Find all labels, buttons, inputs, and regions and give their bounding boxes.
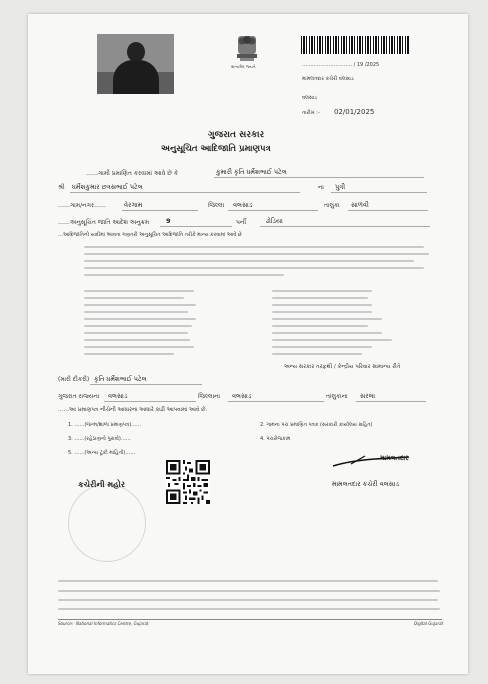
residence-state-label: ગુજરાત રાજ્યના — [58, 393, 100, 400]
date-label: તારીખ :- — [302, 110, 320, 116]
applicant-name: કુમારી કૃતિ ધર્મેશભાઈ પટેલ — [216, 168, 287, 176]
note-line: ……આ પ્રમાણપત્ર નીચેની આધારના આધારે કાઢી આપવામાં આવે છે. — [58, 407, 208, 413]
document-2: 2. ગામના પંચ પ્રમાણિત પત્રક (સરકારી કાર્યાલય સહિત) — [260, 422, 373, 428]
village: વેરગામ — [124, 201, 143, 209]
certificate-number: ………………………… / 19 /2025 — [302, 62, 380, 68]
intro-paragraph: …આદિજાતિની યાદીમાં આવતા ગણતરી અનુસૂચિત આદિજાતિ તરીકે માન્ય કરવામાં આવે છે — [58, 232, 242, 238]
residence-district-label: જિલ્લાના — [198, 393, 221, 400]
residence-district: વલસાડ — [232, 392, 252, 400]
applicant-photo — [97, 34, 174, 94]
schedule-label: ……અનુસૂચિત જાતિ આદેશ અનુક્રમ — [58, 219, 150, 226]
residence-taluka: સરલા — [360, 392, 376, 400]
faint-stamp — [68, 484, 146, 562]
relation-label: ના — [318, 184, 324, 191]
schedule-number: 9 — [166, 217, 171, 225]
brand-footer: Digital Gujarat — [414, 621, 444, 626]
barcode — [301, 36, 409, 54]
emblem-caption: સત્યમેવ જયતે — [231, 64, 256, 69]
taluka-label: તાલુકા — [324, 202, 340, 209]
document-5: 5. ……(અન્ય ટૂંકી માહિતી)…… — [68, 450, 136, 456]
residence-taluka-label: તાલુકાના — [326, 393, 348, 400]
father-prefix: શ્રી — [58, 184, 65, 191]
issuing-office: મામલતદાર કચેરી વલસાડ — [302, 76, 354, 82]
relation: પુત્રી — [335, 183, 346, 191]
taluka: સાળવી — [351, 201, 369, 209]
document-3: 3. ……(રહેઠાણનો પુરાવો)…… — [68, 436, 131, 442]
source-footer: Source:- National Informatics Centre, Gujarat — [58, 621, 149, 626]
district: વલસાડ — [233, 201, 253, 209]
certificate-page — [28, 14, 468, 674]
caste-label: પર્ની — [236, 219, 247, 226]
qr-code-icon — [166, 460, 210, 504]
relative-label: (મારી દીકરી) — [58, 376, 90, 383]
relative-name: કૃતિ ધર્મેશભાઈ પટેલ — [94, 375, 147, 383]
office-seal-label: કચેરીની મહોર — [78, 480, 125, 489]
certify-label: ……ગામી પ્રમાણિત કરવામાં આવે છે કે — [86, 170, 179, 177]
signer-title: મામલતદાર — [380, 454, 409, 462]
issuing-place: વલસાડ — [302, 95, 317, 101]
certificate-title: અનુસૂચિત આદિજાતિ પ્રમાણપત્ર — [161, 144, 271, 154]
residence-place: વલસાડ — [108, 392, 128, 400]
state-title: ગુજરાત સરકાર — [208, 130, 265, 140]
father-name: ધર્મેશકુમાર છત્રસભાઈ પટેલ — [72, 183, 143, 191]
witness-label: અન્ય સરકાર તરફથી / કેન્દ્રીય પરિવાર સામાન્ય રીતે — [284, 364, 401, 370]
district-label: જિલ્લા — [208, 202, 225, 209]
issue-date: 02/01/2025 — [334, 108, 375, 116]
signer-office: મામલતદાર કચેરી વલસાડ — [332, 480, 400, 488]
document-1: 1. ……(જન્મ/શાળા પ્રમાણપત્ર)…… — [68, 422, 142, 428]
document-4: 4. પંચરોજકામ — [260, 436, 291, 442]
village-label: ……ગામ/નગર…… — [58, 202, 107, 209]
caste-name: ઢોડિયા — [266, 217, 283, 225]
